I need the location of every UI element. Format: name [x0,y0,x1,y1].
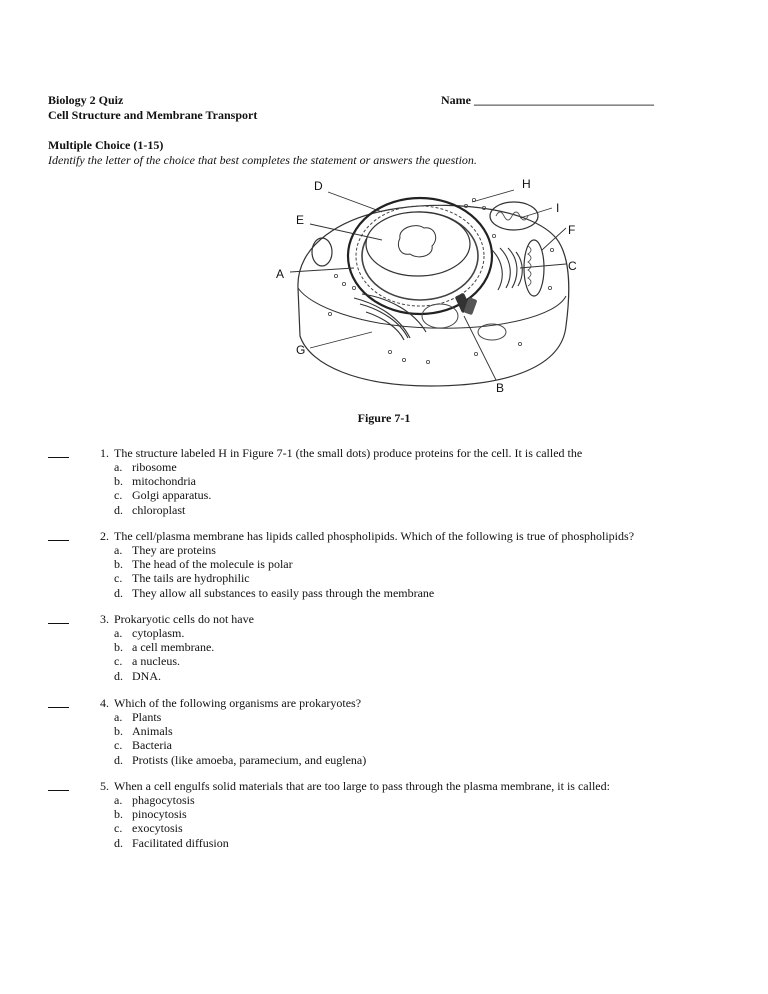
figure-label-e: E [296,213,305,227]
choice-text: Protists (like amoeba, paramecium, and euglena) [132,752,367,767]
course-title: Biology 2 Quiz [48,93,124,107]
choice-text: DNA. [132,668,161,683]
section-instructions: Identify the letter of the choice that best completes the statement or answers the question. [48,153,477,167]
choice-letter: a. [114,460,123,474]
question-text: Prokaryotic cells do not have [114,612,254,626]
choice-letter: c. [114,821,123,836]
golgi-c [492,248,522,290]
choice-text: Animals [132,724,173,739]
answer-blank[interactable] [48,446,69,458]
question-text: Which of the following organisms are prokaryotes? [114,696,362,710]
figure-label-d: D [314,179,323,193]
vacuole-2 [478,324,506,340]
figure-label-i: I [556,201,560,215]
choice-text: Golgi apparatus. [132,488,212,503]
nucleus [366,212,470,276]
figure-label-g: G [296,343,306,357]
question-number: 4. [100,696,109,710]
choice-letter: b. [114,474,123,489]
choice-text: cytoplasm. [132,626,185,640]
choice-text: The head of the molecule is polar [132,557,293,572]
choice-text: Bacteria [132,738,172,753]
mitochondrion-right [524,240,544,296]
choice-letter: a. [114,793,123,807]
choice-letter: d. [114,668,123,683]
mitochondrion-top [490,202,538,230]
golgi-g [354,294,426,340]
answer-blank[interactable] [48,529,69,541]
figure-label-a: A [276,267,285,281]
choice-text: The tails are hydrophilic [132,571,250,586]
choice-letter: a. [114,626,123,640]
name-field[interactable]: Name ______________________________ [441,93,654,107]
choice-letter: d. [114,502,123,517]
choice-text: They allow all substances to easily pass through the membrane [132,585,435,600]
choice-letter: b. [114,640,123,655]
choice-text: chloroplast [132,502,186,517]
question-number: 5. [100,779,109,793]
figure-caption: Figure 7-1 [357,411,411,425]
cell-top-rim [298,288,566,328]
choice-letter: b. [114,557,123,572]
choice-letter: c. [114,488,123,503]
choice-text: phagocytosis [132,793,195,807]
question-text: When a cell engulfs solid materials that are too large to pass through the plasma membrane, it is called: [114,779,610,793]
choice-letter: d. [114,835,123,850]
animal-cell-diagram [270,176,590,398]
choice-text: pinocytosis [132,807,187,822]
choice-letter: b. [114,724,123,739]
mitochondrion-left [312,238,332,266]
figure-label-f: F [568,223,576,237]
choice-text: a cell membrane. [132,640,215,655]
choice-letter: b. [114,807,123,822]
section-title: Multiple Choice (1-15) [48,138,164,152]
choice-text: Plants [132,710,162,724]
answer-blank[interactable] [48,779,69,791]
choice-text: a nucleus. [132,654,180,669]
figure-label-h: H [522,177,531,191]
answer-blank[interactable] [48,696,69,708]
choice-text: exocytosis [132,821,183,836]
choice-letter: a. [114,543,123,557]
choice-letter: c. [114,571,123,586]
question-text: The structure labeled H in Figure 7-1 (the small dots) produce proteins for the cell. It is called the [114,446,583,460]
choice-letter: c. [114,738,123,753]
choice-text: Facilitated diffusion [132,835,229,850]
choice-letter: d. [114,585,123,600]
question-number: 2. [100,529,109,543]
question-text: The cell/plasma membrane has lipids called phospholipids. Which of the following is true of phospholipids? [114,529,635,543]
choice-text: mitochondria [132,474,196,489]
choice-letter: a. [114,710,123,724]
question-number: 1. [100,446,109,460]
choice-letter: c. [114,654,123,669]
choice-letter: d. [114,752,123,767]
figure-label-b: B [496,381,505,395]
choice-text: They are proteins [132,543,216,557]
choice-text: ribosome [132,460,177,474]
cell-figure [270,176,590,398]
figure-label-c: C [568,259,577,273]
quiz-topic: Cell Structure and Membrane Transport [48,108,258,122]
vacuole-1 [422,304,458,328]
answer-blank[interactable] [48,612,69,624]
question-number: 3. [100,612,109,626]
